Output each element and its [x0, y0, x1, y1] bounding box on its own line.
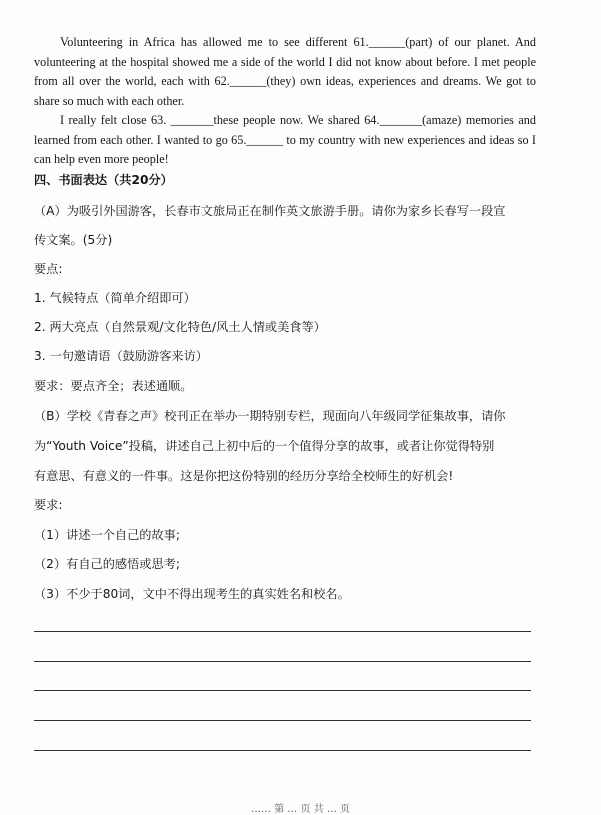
- passage-text-1: Volunteering in Africa has allowed me to see different 61.______(part) of our planet. And volunteering at the hospital showed me a side of the world I did not know about before. I met people from all over the world, each with 62.______(they) own ideas, experiences and dreams. We got to share so much with each other.: [34, 35, 536, 108]
- part-a-requirement: 要求：要点齐全；表述通顺。: [34, 379, 193, 393]
- part-a-prompt-line-2: 传文案。(5分): [34, 233, 113, 247]
- section-title: 四、书面表达（共20分）: [34, 173, 173, 187]
- part-b-prompt-line-1: （B）学校《青春之声》校刊正在举办一期特别专栏，现面向八年级同学征集故事，请你: [34, 409, 506, 423]
- part-b-requirements-label: 要求:: [34, 498, 63, 512]
- part-a-points-label: 要点:: [34, 262, 63, 276]
- part-b-requirement-2: （2）有自己的感悟或思考;: [34, 557, 180, 571]
- passage-text-2: I really felt close 63. _______these people now. We shared 64._______(amaze) memories and learned from each other. I wanted to go 65.______ to my country with new experiences and ideas so I can help even more people!: [34, 113, 536, 166]
- part-a-point-1: 1. 气候特点（简单介绍即可）: [34, 291, 196, 305]
- answer-line[interactable]: [34, 720, 531, 721]
- part-a-point-3: 3. 一句邀请语（鼓励游客来访）: [34, 349, 208, 363]
- passage-paragraph-2: [34, 111, 536, 170]
- part-b-requirement-3: （3）不少于80词，文中不得出现考生的真实姓名和校名。: [34, 587, 350, 601]
- answer-line[interactable]: [34, 690, 531, 691]
- page-footer: …… 第 … 页 共 … 页: [250, 804, 351, 815]
- answer-line[interactable]: [34, 750, 531, 751]
- passage-paragraph-1: [34, 33, 536, 111]
- part-b-requirement-1: （1）讲述一个自己的故事;: [34, 528, 180, 542]
- part-a-prompt-line-1: （A）为吸引外国游客，长春市文旅局正在制作英文旅游手册。请你为家乡长春写一段宣: [34, 204, 506, 218]
- part-b-prompt-line-3: 有意思、有意义的一件事。这是你把这份特别的经历分享给全校师生的好机会!: [34, 469, 454, 483]
- answer-line[interactable]: [34, 661, 531, 662]
- part-b-prompt-line-2: 为“Youth Voice”投稿，讲述自己上初中后的一个值得分享的故事，或者让你觉得特别: [34, 439, 495, 453]
- part-a-point-2: 2. 两大亮点（自然景观/文化特色/风土人情或美食等）: [34, 320, 326, 334]
- answer-line[interactable]: [34, 631, 531, 632]
